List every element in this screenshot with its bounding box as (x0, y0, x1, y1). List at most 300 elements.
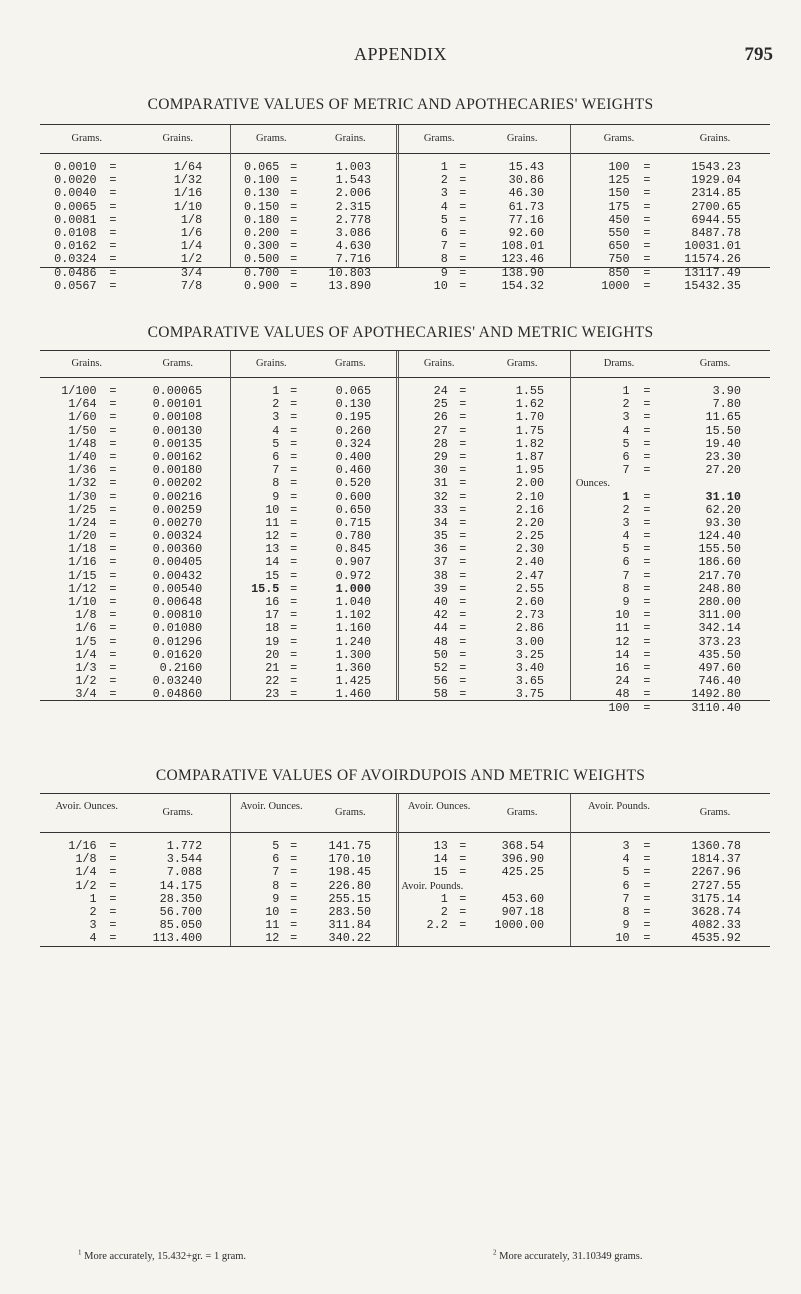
equals-sign: = (459, 502, 467, 517)
row-left-value: 48 (433, 634, 448, 649)
equals-sign: = (459, 252, 467, 267)
row-left-value: 12 (265, 931, 280, 946)
row-right-value: 7.088 (166, 865, 203, 880)
equals-sign: = (109, 463, 117, 478)
row-left-value: 100 (608, 160, 630, 174)
row-left-value: 2 (622, 397, 630, 412)
table-row (42, 438, 224, 451)
table-row (572, 556, 764, 569)
row-right-value: 3.75 (515, 687, 545, 702)
table-row (398, 280, 564, 293)
equals-sign: = (109, 173, 117, 188)
equals-sign: = (109, 674, 117, 689)
row-right-value: 0.00648 (152, 595, 203, 609)
row-right-value: 15432.35 (684, 278, 741, 293)
row-left-value: 1/48 (68, 436, 97, 451)
equals-sign: = (459, 852, 467, 867)
row-right-value: 27.20 (705, 463, 741, 478)
equals-sign: = (109, 265, 117, 280)
row-left-value: 28 (433, 436, 448, 451)
equals-sign: = (109, 515, 117, 530)
table-row (42, 622, 224, 635)
row-left-value: 650 (608, 239, 630, 254)
row-left-value: 1/2 (75, 878, 97, 893)
row-right-value: 248.80 (698, 581, 741, 596)
table-row (398, 214, 564, 227)
equals-sign: = (290, 581, 298, 596)
row-left-value: 52 (433, 660, 448, 675)
equals-sign: = (109, 687, 117, 702)
equals-sign: = (109, 931, 117, 946)
table-row (398, 556, 564, 569)
row-right-value: 0.600 (335, 489, 372, 504)
row-right-value: 56.700 (159, 904, 203, 919)
table-row (572, 411, 764, 424)
header-right-label: Grams. (506, 807, 538, 818)
row-left-value: 3 (622, 839, 630, 853)
table-row (232, 187, 390, 200)
equals-sign: = (459, 595, 467, 609)
equals-sign: = (109, 423, 117, 438)
row-right-value: 2.73 (515, 608, 545, 623)
row-left-value: 0.0567 (54, 278, 97, 293)
row-right-value: 0.00135 (152, 436, 203, 451)
equals-sign: = (459, 489, 467, 504)
row-right-value: 2.60 (515, 595, 545, 609)
equals-sign: = (290, 839, 298, 853)
equals-sign: = (459, 529, 467, 544)
header-left-label: Grams. (256, 133, 287, 144)
row-right-value: 1.70 (515, 410, 545, 425)
column-rule (570, 351, 571, 700)
row-right-value: 1814.37 (691, 852, 741, 867)
equals-sign: = (109, 878, 117, 893)
row-right-value: 2.20 (515, 515, 545, 530)
row-left-value: 4 (89, 931, 97, 946)
equals-sign: = (109, 904, 117, 919)
header-right-label: Grams. (335, 358, 366, 369)
column-rule (230, 125, 231, 267)
row-right-value: 1492.80 (691, 687, 741, 702)
table-row (572, 866, 764, 879)
equals-sign: = (643, 687, 651, 702)
equals-sign: = (459, 839, 467, 853)
table-row (398, 411, 564, 424)
equals-sign: = (290, 687, 298, 702)
table-row (42, 491, 224, 504)
row-right-value: 2314.85 (691, 186, 741, 201)
row-left-value: 2 (440, 904, 448, 919)
row-left-value: 12 (615, 634, 630, 649)
row-left-value: 9 (272, 489, 280, 504)
header-left-label: Grains. (71, 358, 103, 369)
metric-apothecaries-table (40, 124, 770, 293)
row-right-value: 0.065 (335, 384, 372, 398)
equals-sign: = (290, 489, 298, 504)
row-left-value: 1/2 (75, 674, 97, 689)
equals-sign: = (643, 700, 651, 715)
row-right-value: 0.00360 (152, 542, 203, 557)
row-left-value: 14 (265, 555, 280, 570)
equals-sign: = (643, 160, 651, 174)
table-row (42, 932, 224, 945)
footnote-2 (493, 1248, 643, 1262)
table-column-3 (398, 161, 564, 293)
row-right-value: 0.01620 (152, 647, 203, 662)
row-right-value: 3.25 (515, 647, 545, 662)
row-left-value: 4 (622, 423, 630, 438)
table-row (232, 570, 390, 583)
equals-sign: = (290, 423, 298, 438)
table-row (572, 201, 764, 214)
row-right-value: 373.23 (698, 634, 741, 649)
equals-sign: = (109, 647, 117, 662)
equals-sign: = (643, 595, 651, 609)
equals-sign: = (459, 410, 467, 425)
row-right-value: 1.75 (515, 423, 545, 438)
row-left-value: 40 (433, 595, 448, 609)
table-row (232, 201, 390, 214)
table-row (42, 267, 224, 280)
row-left-value: 13 (433, 839, 448, 853)
table-row (42, 411, 224, 424)
table-row (572, 636, 764, 649)
row-left-value: 50 (433, 647, 448, 662)
equals-sign: = (459, 463, 467, 478)
equals-sign: = (290, 660, 298, 675)
row-right-value: 0.00216 (152, 489, 203, 504)
header-left-label: Grams. (603, 133, 635, 144)
row-left-value: 25 (433, 397, 448, 412)
row-right-value: 453.60 (501, 891, 545, 906)
equals-sign: = (459, 384, 467, 398)
table-column-4 (572, 840, 764, 946)
equals-sign: = (643, 878, 651, 893)
row-left-value: 2.2 (426, 918, 448, 933)
equals-sign: = (459, 660, 467, 675)
row-right-value: 154.32 (501, 278, 545, 293)
row-right-value: 283.50 (328, 904, 372, 919)
row-left-value: 1/5 (75, 634, 97, 649)
header-left-label: Grains. (423, 358, 455, 369)
table-row (572, 649, 764, 662)
table-row (232, 932, 390, 945)
row-right-value: 11574.26 (684, 252, 741, 267)
row-left-value: 9 (622, 918, 630, 933)
row-left-value: 0.0020 (54, 173, 97, 188)
row-right-value: 3.086 (335, 225, 372, 240)
row-left-value: 1/25 (68, 502, 97, 517)
row-left-value: 5 (622, 865, 630, 880)
row-left-value: 31 (433, 476, 448, 491)
row-right-value: 311.00 (698, 608, 741, 623)
row-left-value: 0.0065 (54, 199, 97, 214)
table-header-row (40, 125, 770, 154)
row-right-value: 746.40 (698, 674, 741, 689)
row-right-value: 3628.74 (691, 904, 741, 919)
sub-section-label (572, 477, 764, 490)
row-right-value: 2.16 (515, 502, 545, 517)
equals-sign: = (459, 186, 467, 201)
row-right-value: 1/64 (173, 160, 203, 174)
row-left-value: 1/16 (68, 839, 97, 853)
row-right-value: 2.778 (335, 212, 372, 227)
row-right-value: 3175.14 (691, 891, 741, 906)
table-header-row (40, 351, 770, 378)
row-left-value: 1/64 (68, 397, 97, 412)
row-right-value: 1.160 (335, 621, 372, 636)
table-row (398, 491, 564, 504)
equals-sign: = (109, 608, 117, 623)
equals-sign: = (109, 891, 117, 906)
header-left-label: Avoir. Ounces. (240, 801, 303, 812)
equals-sign: = (109, 660, 117, 675)
table-row (42, 649, 224, 662)
equals-sign: = (290, 865, 298, 880)
row-left-value: 26 (433, 410, 448, 425)
row-right-value: 0.260 (335, 423, 372, 438)
row-left-value: 4 (622, 852, 630, 867)
row-right-value: 1360.78 (691, 839, 741, 853)
row-left-value: 3 (622, 515, 630, 530)
table-row (398, 866, 564, 879)
equals-sign: = (643, 449, 651, 464)
equals-sign: = (643, 621, 651, 636)
footnote-1-text: More accurately, 15.432+gr. = 1 gram. (84, 1251, 247, 1262)
row-left-value: 9 (440, 265, 448, 280)
column-rule (230, 351, 231, 700)
equals-sign: = (290, 436, 298, 451)
row-left-value: 1 (622, 384, 630, 398)
row-right-value: 0.460 (335, 463, 372, 478)
row-left-value: 6 (622, 878, 630, 893)
row-left-value: 6 (440, 225, 448, 240)
header-left-label: Drams. (603, 358, 635, 369)
equals-sign: = (459, 160, 467, 174)
apothecaries-metric-table (40, 350, 770, 715)
table3-title: COMPARATIVE VALUES OF AVOIRDUPOIS AND METRIC WEIGHTS (155, 767, 646, 784)
row-right-value: 28.350 (159, 891, 203, 906)
row-left-value: 0.065 (243, 160, 280, 174)
equals-sign: = (290, 608, 298, 623)
equals-sign: = (643, 186, 651, 201)
column-rule (230, 794, 231, 946)
equals-sign: = (643, 660, 651, 675)
row-right-value: 255.15 (328, 891, 372, 906)
row-left-value: 2 (622, 502, 630, 517)
header-right-label: Grains. (699, 133, 731, 144)
table-column-1 (42, 161, 224, 293)
equals-sign: = (643, 278, 651, 293)
row-left-value: 100 (608, 700, 630, 715)
table-row (232, 636, 390, 649)
row-left-value: 1/36 (68, 463, 97, 478)
row-right-value: 1.543 (335, 173, 372, 188)
row-left-value: 15.5 (251, 581, 280, 596)
header-right-label: Grains. (506, 133, 538, 144)
row-right-value: 1.040 (335, 595, 372, 609)
equals-sign: = (290, 904, 298, 919)
row-left-value: 7 (622, 463, 630, 478)
equals-sign: = (643, 423, 651, 438)
equals-sign: = (643, 647, 651, 662)
equals-sign: = (109, 186, 117, 201)
equals-sign: = (290, 463, 298, 478)
equals-sign: = (643, 502, 651, 517)
row-right-value: 15.43 (508, 160, 545, 174)
row-left-value: 17 (265, 608, 280, 623)
row-left-value: 1/30 (68, 489, 97, 504)
row-right-value: 1000.00 (494, 918, 545, 933)
row-right-value: 124.40 (698, 529, 741, 544)
row-right-value: 7/8 (180, 278, 203, 293)
row-left-value: 6 (622, 555, 630, 570)
row-left-value: 24 (433, 384, 448, 398)
table-header-row (40, 794, 770, 833)
table-row (572, 702, 764, 715)
equals-sign: = (643, 225, 651, 240)
equals-sign: = (109, 595, 117, 609)
table-row (398, 649, 564, 662)
row-left-value: 36 (433, 542, 448, 557)
row-right-value: 1.240 (335, 634, 372, 649)
equals-sign: = (459, 865, 467, 880)
equals-sign: = (290, 225, 298, 240)
row-right-value: 6944.55 (691, 212, 741, 227)
equals-sign: = (290, 515, 298, 530)
row-left-value: 35 (433, 529, 448, 544)
table-row (572, 267, 764, 280)
footnote-2-marker: 2 (493, 1248, 497, 1257)
equals-sign: = (290, 160, 298, 174)
equals-sign: = (290, 647, 298, 662)
equals-sign: = (290, 852, 298, 867)
row-right-value: 0.130 (335, 397, 372, 412)
row-left-value: 8 (272, 476, 280, 491)
row-right-value: 31.10 (705, 489, 741, 504)
row-right-value: 435.50 (698, 647, 741, 662)
header-right-label: Grams. (162, 358, 194, 369)
header-left-label: Grains. (256, 358, 287, 369)
row-left-value: 39 (433, 581, 448, 596)
equals-sign: = (109, 212, 117, 227)
footnote-1 (78, 1248, 247, 1262)
row-left-value: 0.0040 (54, 186, 97, 201)
equals-sign: = (290, 891, 298, 906)
table-row (398, 201, 564, 214)
equals-sign: = (290, 878, 298, 893)
row-left-value: 19 (265, 634, 280, 649)
row-right-value: 141.75 (328, 839, 372, 853)
row-left-value: 11 (265, 515, 280, 530)
row-left-value: 27 (433, 423, 448, 438)
equals-sign: = (459, 904, 467, 919)
row-right-value: 2.40 (515, 555, 545, 570)
row-left-value: 0.0108 (54, 225, 97, 240)
row-left-value: 0.500 (243, 252, 280, 267)
equals-sign: = (290, 542, 298, 557)
row-left-value: 5 (440, 212, 448, 227)
row-left-value: 1/4 (75, 865, 97, 880)
row-right-value: 1.460 (335, 687, 372, 702)
table-row (398, 504, 564, 517)
equals-sign: = (643, 918, 651, 933)
row-right-value: 0.00108 (152, 410, 203, 425)
row-left-value: 0.0486 (54, 265, 97, 280)
equals-sign: = (459, 423, 467, 438)
equals-sign: = (643, 529, 651, 544)
row-left-value: 3 (440, 186, 448, 201)
row-right-value: 14.175 (159, 878, 203, 893)
row-right-value: 7.716 (335, 252, 372, 267)
table-row (42, 425, 224, 438)
row-left-value: 1/15 (68, 568, 97, 583)
row-right-value: 2.30 (515, 542, 545, 557)
row-left-value: 7 (272, 463, 280, 478)
table-row (398, 636, 564, 649)
header-right-label: Grams. (335, 807, 366, 818)
table-row (42, 570, 224, 583)
row-left-value: 1/32 (68, 476, 97, 491)
equals-sign: = (643, 891, 651, 906)
row-right-value: 11.65 (705, 410, 741, 425)
row-left-value: 1/16 (68, 555, 97, 570)
row-left-value: 16 (265, 595, 280, 609)
equals-sign: = (290, 212, 298, 227)
row-right-value: 93.30 (705, 515, 741, 530)
row-left-value: 0.150 (243, 199, 280, 214)
equals-sign: = (643, 173, 651, 188)
row-left-value: 29 (433, 449, 448, 464)
row-right-value: 0.01080 (152, 621, 203, 636)
row-right-value: 186.60 (698, 555, 741, 570)
row-right-value: 46.30 (508, 186, 545, 201)
row-left-value: 1 (622, 489, 630, 504)
equals-sign: = (109, 252, 117, 267)
header-right-label: Grains. (335, 133, 366, 144)
equals-sign: = (109, 568, 117, 583)
equals-sign: = (459, 568, 467, 583)
row-left-value: 1000 (601, 278, 630, 293)
row-left-value: 22 (265, 674, 280, 689)
row-left-value: 5 (272, 839, 280, 853)
equals-sign: = (643, 515, 651, 530)
row-right-value: 123.46 (501, 252, 545, 267)
table-row (42, 504, 224, 517)
row-left-value: 7 (622, 568, 630, 583)
row-left-value: 20 (265, 647, 280, 662)
table-row (232, 893, 390, 906)
table-row (42, 201, 224, 214)
table-row (232, 688, 390, 701)
row-right-value: 217.70 (698, 568, 741, 583)
row-right-value: 0.400 (335, 449, 372, 464)
row-right-value: 19.40 (705, 436, 741, 451)
row-right-value: 0.03240 (152, 674, 203, 689)
avoirdupois-metric-table (40, 793, 770, 947)
row-left-value: 2 (89, 904, 97, 919)
row-right-value: 1.003 (335, 160, 372, 174)
row-left-value: 14 (615, 647, 630, 662)
row-left-value: 9 (622, 595, 630, 609)
table-row (42, 880, 224, 893)
row-left-value: 15 (433, 865, 448, 880)
row-right-value: 30.86 (508, 173, 545, 188)
table-row (572, 504, 764, 517)
row-left-value: 2 (440, 173, 448, 188)
row-left-value: 6 (622, 449, 630, 464)
row-left-value: 37 (433, 555, 448, 570)
